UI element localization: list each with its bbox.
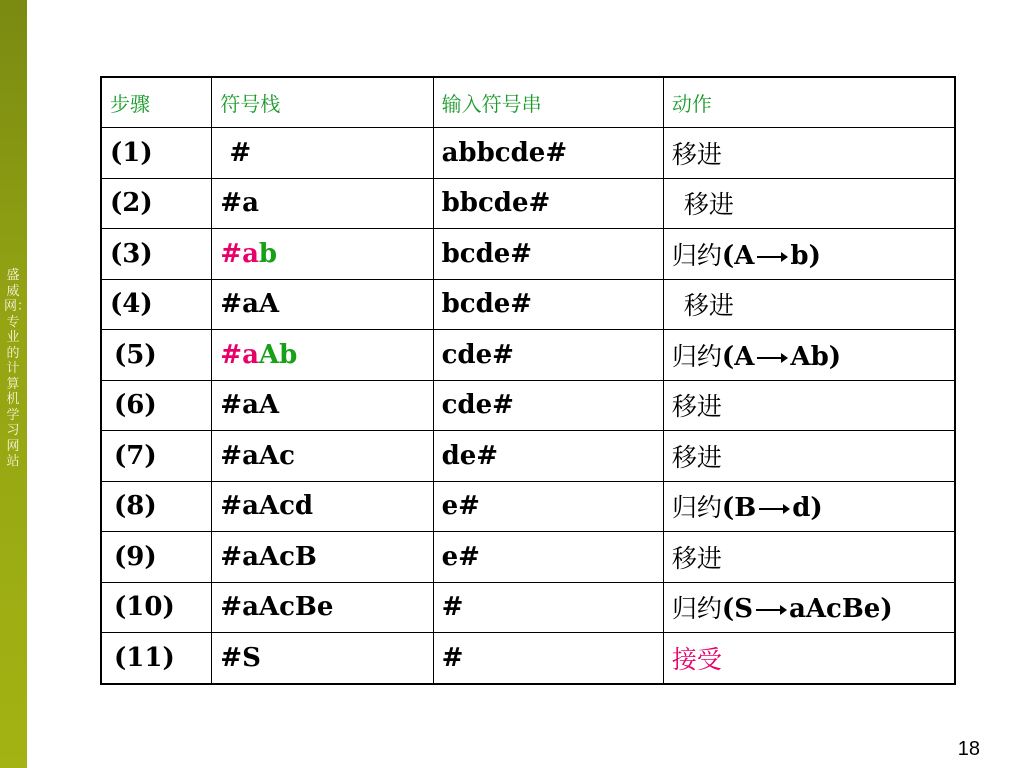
arrow-icon bbox=[755, 351, 789, 365]
input-cell: bcde# bbox=[433, 229, 663, 280]
step-cell: (5) bbox=[101, 330, 212, 381]
action-cell: 移进 bbox=[663, 380, 955, 431]
header-step: 步骤 bbox=[101, 77, 212, 128]
action-cell: 移进 bbox=[663, 431, 955, 482]
action-cell: 接受 bbox=[663, 633, 955, 684]
header-stack: 符号栈 bbox=[212, 77, 433, 128]
table-row bbox=[101, 582, 955, 633]
input-cell: # bbox=[433, 633, 663, 684]
input-cell: bcde# bbox=[433, 279, 663, 330]
table-row bbox=[101, 330, 955, 381]
input-cell: cde# bbox=[433, 330, 663, 381]
table-row bbox=[101, 380, 955, 431]
table-row bbox=[101, 229, 955, 280]
stack-cell: #aAcd bbox=[212, 481, 433, 532]
action-cell: 归约(A Ab) bbox=[663, 330, 955, 381]
input-cell: # bbox=[433, 582, 663, 633]
input-cell: cde# bbox=[433, 380, 663, 431]
input-cell: bbcde# bbox=[433, 178, 663, 229]
input-cell: de# bbox=[433, 431, 663, 482]
stack-cell: #aA bbox=[212, 279, 433, 330]
stack-cell: #a bbox=[212, 178, 433, 229]
input-cell: e# bbox=[433, 532, 663, 583]
action-cell: 归约(B d) bbox=[663, 481, 955, 532]
step-cell: (8) bbox=[101, 481, 212, 532]
stack-cell: # bbox=[212, 128, 433, 179]
table-row bbox=[101, 481, 955, 532]
header-input: 输入符号串 bbox=[433, 77, 663, 128]
step-cell: (9) bbox=[101, 532, 212, 583]
arrow-icon bbox=[757, 502, 791, 516]
step-cell: (1) bbox=[101, 128, 212, 179]
action-cell: 移进 bbox=[663, 279, 955, 330]
parse-table bbox=[100, 76, 956, 685]
stack-cell: #aAcBe bbox=[212, 582, 433, 633]
stack-cell: #aAcB bbox=[212, 532, 433, 583]
step-cell: (10) bbox=[101, 582, 212, 633]
action-cell: 归约(S aAcBe) bbox=[663, 582, 955, 633]
input-cell: e# bbox=[433, 481, 663, 532]
arrow-icon bbox=[754, 603, 788, 617]
table-row bbox=[101, 128, 955, 179]
step-cell: (4) bbox=[101, 279, 212, 330]
step-cell: (3) bbox=[101, 229, 212, 280]
page-number: 18 bbox=[957, 738, 980, 760]
step-cell: (11) bbox=[101, 633, 212, 684]
sidebar-watermark-text: 盛威网：专业的计算机学习网站 bbox=[4, 268, 31, 469]
arrow-icon bbox=[755, 250, 789, 264]
table-row bbox=[101, 431, 955, 482]
input-cell: abbcde# bbox=[433, 128, 663, 179]
stack-cell: #aAc bbox=[212, 431, 433, 482]
table-row bbox=[101, 178, 955, 229]
stack-cell: #ab bbox=[212, 229, 433, 280]
table-row bbox=[101, 633, 955, 684]
table-header-row bbox=[101, 77, 955, 128]
table-row bbox=[101, 532, 955, 583]
action-cell: 移进 bbox=[663, 532, 955, 583]
sidebar bbox=[0, 0, 31, 768]
action-cell: 归约(A b) bbox=[663, 229, 955, 280]
step-cell: (6) bbox=[101, 380, 212, 431]
stack-cell: #S bbox=[212, 633, 433, 684]
stack-cell: #aAb bbox=[212, 330, 433, 381]
stack-cell: #aA bbox=[212, 380, 433, 431]
header-action: 动作 bbox=[663, 77, 955, 128]
action-cell: 移进 bbox=[663, 178, 955, 229]
step-cell: (7) bbox=[101, 431, 212, 482]
table-row bbox=[101, 279, 955, 330]
action-cell: 移进 bbox=[663, 128, 955, 179]
step-cell: (2) bbox=[101, 178, 212, 229]
